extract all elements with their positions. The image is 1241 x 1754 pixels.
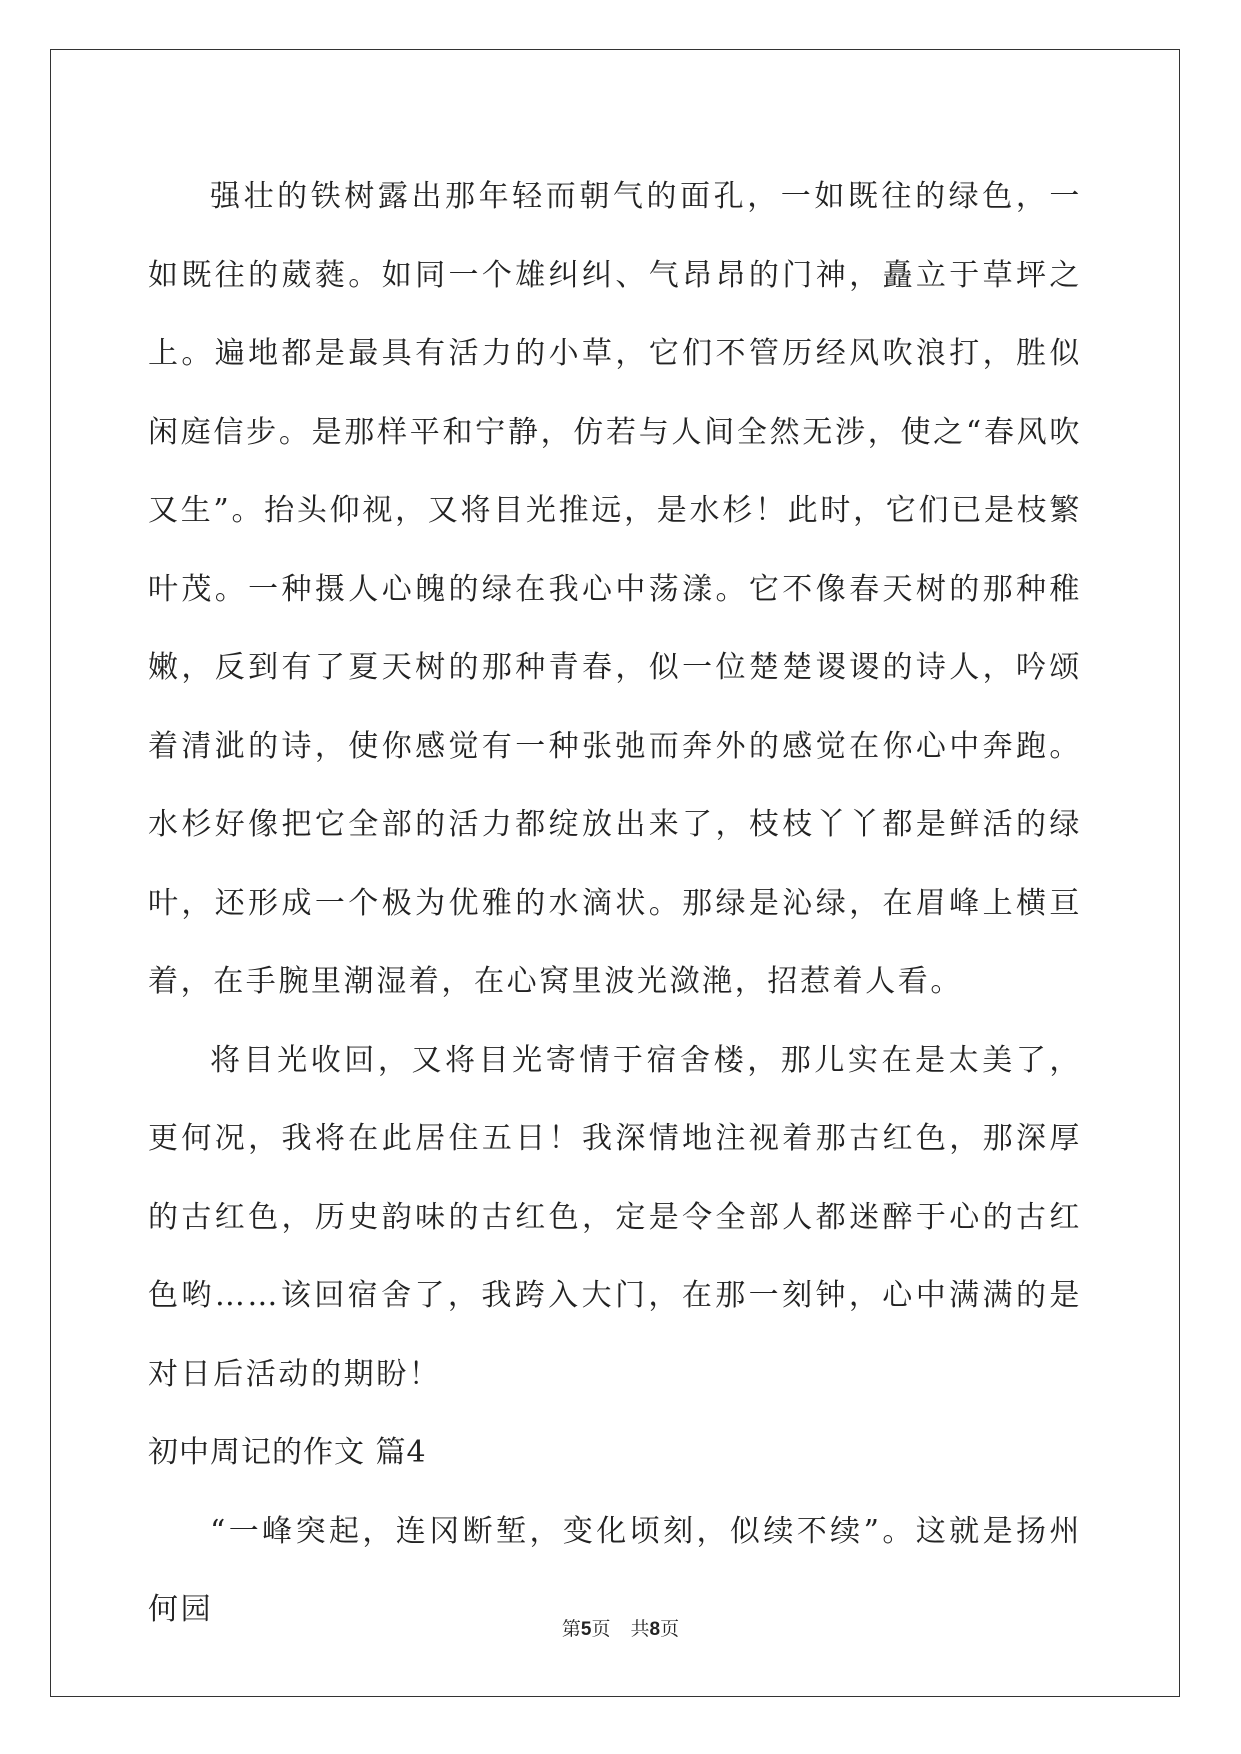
paragraph-3: “一峰突起，连冈断堑，变化顷刻，似续不续”。这就是扬州何园 xyxy=(148,1513,1082,1627)
footer-page-suffix: 页 xyxy=(591,1618,611,1640)
footer-total-prefix: 共 xyxy=(630,1618,650,1640)
paragraph-1: 强壮的铁树露出那年轻而朝气的面孔，一如既往的绿色，一如既往的葳蕤。如同一个雄纠纠、气昂昂的门神，矗立于草坪之上。遍地都是最具有活力的小草，它们不管历经风吹浪打，胜似闲庭信步。是那样平和宁静，仿若与人间全然无涉，使之“春风吹又生”。抬头仰视，又将目光推远，是水杉！此时，它们已是枝繁叶茂。一种摄人心魄的绿在我心中荡漾。它不像春天树的那种稚嫩，反到有了夏天树的那种青春，似一位楚楚谡谡的诗人，吟颂着清泚的诗，使你感觉有一种张弛而奔外的感觉在你心中奔跑。水杉好像把它全部的活力都绽放出来了，枝枝丫丫都是鲜活的绿叶，还形成一个极为优雅的水滴状。那绿是沁绿，在眉峰上横亘着，在手腕里潮湿着，在心窝里波光潋滟，招惹着人看。 xyxy=(148,179,1082,999)
footer-total-pages: 8 xyxy=(649,1619,661,1640)
page-footer xyxy=(0,1614,1241,1641)
section-heading: 初中周记的作文 篇4 xyxy=(148,1435,427,1470)
paragraph-2: 将目光收回，又将目光寄情于宿舍楼，那儿实在是太美了，更何况，我将在此居住五日！我深情地注视着那古红色，那深厚的古红色，历史韵味的古红色，定是令全部人都迷醉于心的古红色哟……该回宿舍了，我跨入大门，在那一刻钟，心中满满的是对日后活动的期盼！ xyxy=(148,1042,1082,1392)
footer-page-number: 5 xyxy=(580,1619,592,1640)
document-body xyxy=(148,158,1082,1650)
footer-total-suffix: 页 xyxy=(660,1618,680,1640)
footer-prefix: 第 xyxy=(561,1618,581,1640)
